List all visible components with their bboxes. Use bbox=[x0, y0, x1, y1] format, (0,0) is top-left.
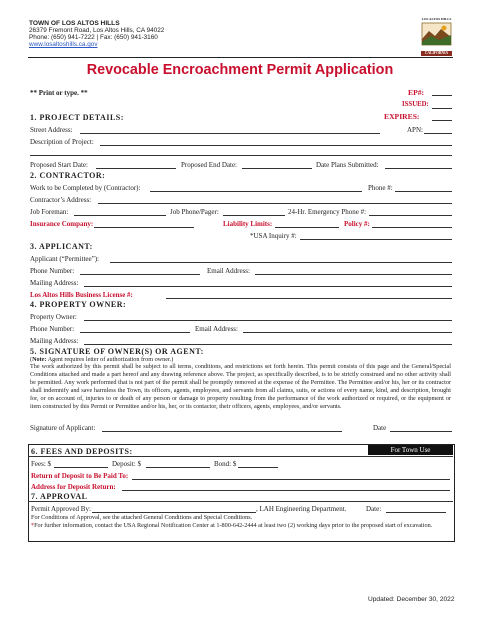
hills-seal-icon bbox=[421, 22, 452, 46]
project-description-field-2[interactable] bbox=[30, 155, 452, 156]
return-address-field[interactable] bbox=[122, 490, 450, 491]
org-name: TOWN OF LOS ALTOS HILLS bbox=[29, 20, 120, 27]
signature-heading: 5. SIGNATURE OF OWNER(S) OR AGENT: bbox=[30, 347, 204, 356]
owner-mailing-field[interactable] bbox=[84, 344, 452, 345]
foreman-label: Job Foreman: bbox=[30, 208, 69, 216]
liability-label: Liability Limits: bbox=[223, 220, 273, 228]
owner-phone-label: Phone Number: bbox=[30, 325, 75, 333]
emergency-phone-field[interactable] bbox=[369, 215, 452, 216]
issued-label: ISSUED: bbox=[402, 101, 429, 108]
updated-date: Updated: December 30, 2022 bbox=[368, 596, 455, 603]
property-owner-heading: 4. PROPERTY OWNER: bbox=[30, 300, 127, 309]
deposit-field[interactable] bbox=[146, 467, 210, 468]
contractor-heading: 2. CONTRACTOR: bbox=[30, 171, 106, 180]
street-address-field[interactable] bbox=[80, 133, 380, 134]
website-link[interactable]: www.losaltoshills.ca.gov bbox=[29, 41, 98, 48]
applicant-name-field[interactable] bbox=[110, 262, 452, 263]
job-phone-label: Job Phone/Pager: bbox=[170, 208, 219, 216]
approved-by-field[interactable] bbox=[92, 512, 256, 513]
end-date-field[interactable] bbox=[242, 168, 312, 169]
print-note: ** Print or type. ** bbox=[30, 89, 88, 97]
insurance-field[interactable] bbox=[94, 227, 194, 228]
applicant-signature-label: Signature of Applicant: bbox=[30, 424, 96, 432]
applicant-phone-field[interactable] bbox=[80, 274, 200, 275]
plans-date-label: Date Plans Submitted: bbox=[316, 161, 379, 169]
fees-rule bbox=[28, 456, 453, 457]
owner-mailing-label: Mailing Address: bbox=[30, 337, 79, 345]
page-title: Revocable Encroachment Permit Application bbox=[86, 62, 394, 78]
ep-label: EP#: bbox=[408, 88, 425, 97]
return-to-field[interactable] bbox=[132, 479, 450, 480]
start-date-label: Proposed Start Date: bbox=[30, 161, 88, 169]
business-license-label: Los Altos Hills Business License #: bbox=[30, 291, 133, 299]
owner-email-field[interactable] bbox=[243, 332, 452, 333]
owner-name-field[interactable] bbox=[84, 320, 452, 321]
apn-label: APN: bbox=[407, 126, 423, 134]
contractor-phone-label: Phone #: bbox=[368, 184, 393, 192]
org-address: 26379 Fremont Road, Los Altos Hills, CA 94022 bbox=[29, 27, 165, 34]
applicant-mailing-label: Mailing Address: bbox=[30, 279, 79, 287]
work-by-label: Work to be Completed by (Contractor): bbox=[30, 184, 141, 192]
fees-heading: 6. FEES AND DEPOSITS: bbox=[31, 447, 133, 456]
contractor-address-field[interactable] bbox=[98, 203, 452, 204]
approval-heading: 7. APPROVAL bbox=[31, 492, 88, 501]
expires-field[interactable] bbox=[432, 120, 452, 121]
applicant-name-label: Applicant (“Permittee”): bbox=[30, 255, 99, 263]
owner-email-label: Email Address: bbox=[195, 325, 238, 333]
usa-notification-note: *For further information, contact the USA Regional Notification Center at 1-800-642-2444 at least two (2) working days prior to the proposed start of excavation. bbox=[31, 522, 433, 529]
signature-date-label: Date bbox=[373, 424, 387, 432]
project-description-label: Description of Project: bbox=[30, 138, 94, 146]
return-to-label: Return of Deposit to Be Paid To: bbox=[31, 472, 129, 480]
ep-field[interactable] bbox=[432, 95, 452, 96]
fees-field[interactable] bbox=[54, 467, 108, 468]
agent-note: (Note: Agent requires letter of authorization from owner.) bbox=[30, 356, 174, 363]
work-by-field[interactable] bbox=[150, 191, 362, 192]
bond-field[interactable] bbox=[238, 467, 278, 468]
apn-field[interactable] bbox=[424, 133, 452, 134]
approval-date-field[interactable] bbox=[386, 512, 446, 513]
applicant-email-field[interactable] bbox=[255, 274, 452, 275]
issued-field[interactable] bbox=[432, 108, 452, 109]
project-description-field[interactable] bbox=[100, 145, 452, 146]
policy-label: Policy #: bbox=[344, 220, 370, 228]
contractor-address-label: Contractor’s Address: bbox=[30, 196, 92, 204]
town-seal-logo: LOS ALTOS HILLS CALIFORNIA bbox=[421, 17, 452, 55]
town-use-banner: For Town Use bbox=[368, 445, 453, 455]
business-license-field[interactable] bbox=[166, 298, 452, 299]
street-address-label: Street Address: bbox=[30, 126, 73, 134]
bond-label: Bond: $ bbox=[214, 460, 237, 468]
expires-label: EXPIRES: bbox=[384, 112, 420, 121]
applicant-mailing-field[interactable] bbox=[84, 286, 452, 287]
contractor-phone-field[interactable] bbox=[395, 191, 452, 192]
engineering-dept-text: , LAH Engineering Department. bbox=[256, 505, 347, 513]
org-phone-fax: Phone: (650) 941-7222 | Fax: (650) 941-3160 bbox=[29, 34, 158, 41]
applicant-signature-field[interactable] bbox=[102, 431, 342, 432]
usa-inquiry-label: *USA Inquiry #: bbox=[250, 232, 297, 240]
fees-label: Fees: $ bbox=[31, 460, 52, 468]
terms-paragraph: The work authorized by this permit shall be subject to all terms, conditions, and restrictions set forth herein. This permit consists of this page and the General/Special Conditions attached and made a part hereof and any drawing reference above. The project, as specifically described, is to be strictly construed and no other activity shall be permitted. Any work performed that is not part of the permit shall be promptly removed at the expense of the Permittee. The Permittee and/or his, her or its contractor shall indemnify and save harmless the Town, its officers, agents, employees, and servants from all claims, suits, or actions of every name, kind, and description, brought for, or on account of, injuries to or death of any person or damage to property resulting from the performance of the work authorized or required, or the equipment or item constructed by this Permit or Permittee and/or his, her, or its contactor, their officers, agents, employees, and/or servants. bbox=[30, 363, 451, 410]
emergency-phone-label: 24-Hr. Emergency Phone #: bbox=[288, 208, 367, 216]
conditions-note: For Conditions of Approval, see the attached General Conditions and Special Conditions. bbox=[31, 514, 253, 521]
policy-field[interactable] bbox=[372, 227, 452, 228]
plans-date-field[interactable] bbox=[385, 168, 452, 169]
applicant-heading: 3. APPLICANT: bbox=[30, 242, 93, 251]
approved-by-label: Permit Approved By: bbox=[31, 505, 91, 513]
usa-inquiry-field[interactable] bbox=[300, 239, 452, 240]
liability-field[interactable] bbox=[275, 227, 339, 228]
approval-rule bbox=[28, 501, 453, 502]
owner-phone-field[interactable] bbox=[80, 332, 190, 333]
start-date-field[interactable] bbox=[96, 168, 176, 169]
foreman-field[interactable] bbox=[74, 215, 166, 216]
owner-name-label: Property Owner: bbox=[30, 313, 77, 321]
deposit-label: Deposit: $ bbox=[112, 460, 141, 468]
applicant-phone-label: Phone Number: bbox=[30, 267, 75, 275]
applicant-email-label: Email Address: bbox=[207, 267, 250, 275]
insurance-label: Insurance Company: bbox=[30, 220, 94, 228]
job-phone-field[interactable] bbox=[223, 215, 285, 216]
end-date-label: Proposed End Date: bbox=[181, 161, 237, 169]
header-rule bbox=[28, 57, 453, 58]
approval-date-label: Date: bbox=[366, 505, 382, 513]
return-address-label: Address for Deposit Return: bbox=[31, 483, 116, 491]
project-details-heading: 1. PROJECT DETAILS: bbox=[30, 113, 124, 122]
signature-date-field[interactable] bbox=[390, 431, 452, 432]
